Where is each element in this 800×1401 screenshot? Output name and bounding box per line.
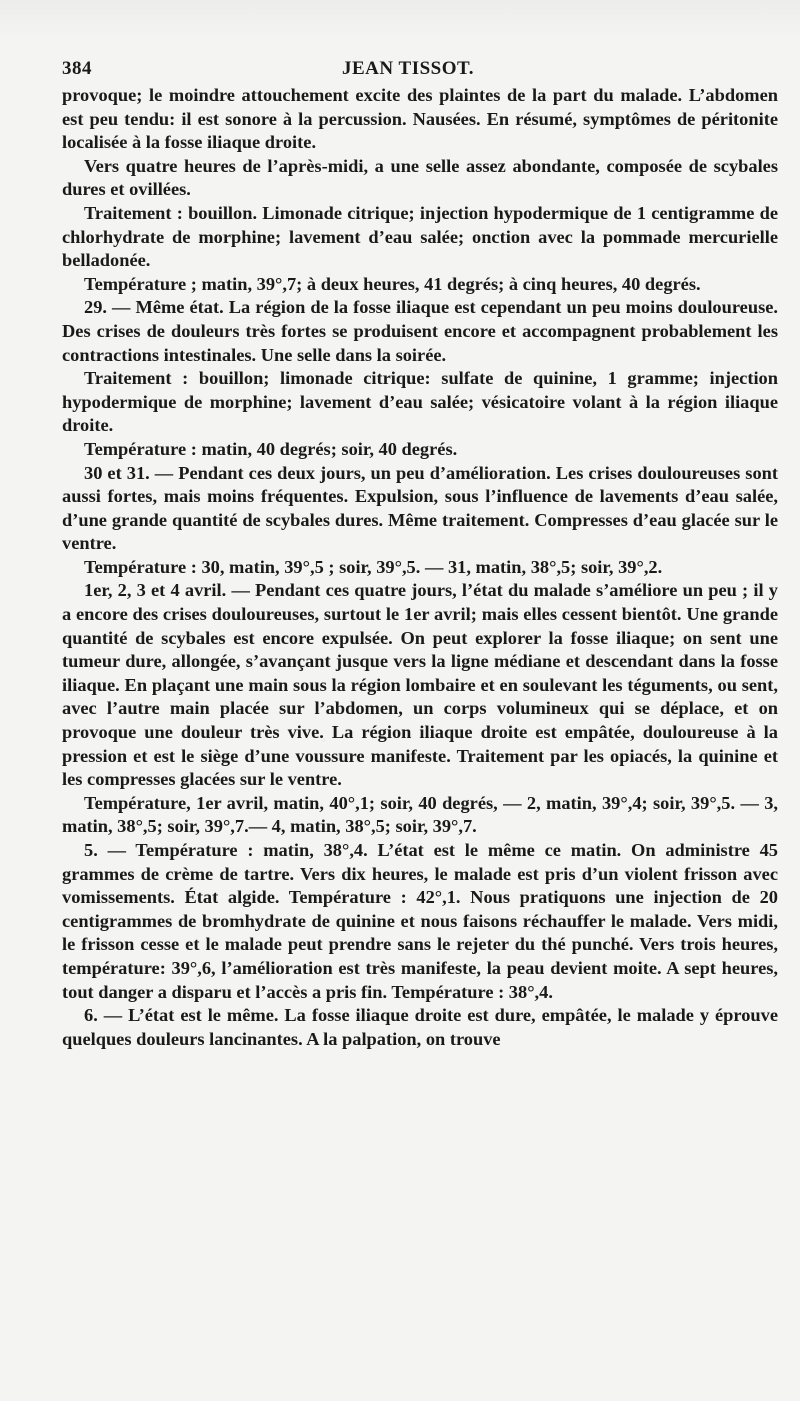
page-number: 384	[62, 58, 92, 79]
paragraph-11: Température, 1er avril, matin, 40°,1; soir, 40 degrés, — 2, matin, 39°,4; soir, 39°,5. — 3, matin, 38°,5; soir, 39°,7.— 4, matin, 38°,5; soir, 39°,7.	[62, 792, 778, 837]
paragraph-9: Température : 30, matin, 39°,5 ; soir, 39°,5. — 31, matin, 38°,5; soir, 39°,2.	[84, 556, 663, 577]
paragraph-7: Température : matin, 40 degrés; soir, 40 degrés.	[84, 438, 458, 459]
page-bleed-through	[0, 0, 800, 40]
paragraph-3: Traitement : bouillon. Limonade citrique; injection hypodermique de 1 centigramme de chlorhydrate de morphine; lavement d’eau salée; onction avec la pommade mercurielle belladonée.	[62, 202, 778, 271]
paragraph-10: 1er, 2, 3 et 4 avril. — Pendant ces quatre jours, l’état du malade s’améliore un peu ; il y a encore des crises douloureuses, surtout le 1er avril; mais elles cessent bientôt. Une grande quantité de scybales est encore expulsée. On peut explorer la fosse iliaque; on sent une tumeur dure, allongée, s’avançant jusque vers la ligne médiane et descendant dans la fosse iliaque. En plaçant une main sous la région lombaire et en soulevant les téguments, ou sent, avec l’autre main placée sur l’abdomen, un corps volumineux qui se déplace, et on provoque une douleur très vive. La région iliaque droite est empâtée, douloureuse à la pression et est le siège d’une voussure manifeste. Traitement par les opiacés, la quinine et les compresses glacées sur le ventre.	[62, 580, 778, 790]
paragraph-1: provoque; le moindre attouchement excite des plaintes de la part du malade. L’abdomen est peu tendu: il est sonore à la percussion. Nausées. En résumé, symptômes de péritonite localisée à la fosse iliaque droite.	[62, 85, 778, 153]
paragraph-6: Traitement : bouillon; limonade citrique: sulfate de quinine, 1 gramme; injection hypodermique de morphine; lavement d’eau salée; vésicatoire volant à la région iliaque droite.	[62, 368, 778, 436]
book-page	[62, 50, 778, 1051]
running-head: JEAN TISSOT.	[342, 58, 475, 79]
paragraph-8: 30 et 31. — Pendant ces deux jours, un peu d’amélioration. Les crises douloureuses sont aussi fortes, mais moins fréquentes. Expulsion, sous l’influence de lavements d’eau salée, d’une grande quantité de scybales dures. Même traitement. Compresses d’eau glacée sur le ventre.	[62, 462, 778, 554]
paragraph-4: Température ; matin, 39°,7; à deux heures, 41 degrés; à cinq heures, 40 degrés.	[84, 273, 701, 294]
paragraph-2: Vers quatre heures de l’après-midi, a une selle assez abondante, composée de scybales dures et ovillées.	[62, 155, 778, 200]
body-text	[62, 84, 778, 1051]
paragraph-12: 5. — Température : matin, 38°,4. L’état est le même ce matin. On administre 45 grammes de crème de tartre. Vers dix heures, le malade est pris d’un violent frisson avec vomissements. État algide. Température : 42°,1. Nous pratiquons une injection de 20 centigrammes de bromhydrate de quinine et nous faisons réchauffer le malade. Vers midi, le frisson cesse et le malade peut prendre sans le rejeter du thé punché. Vers trois heures, température: 39°,6, l’amélioration est très manifeste, la peau devient moite. A sept heures, tout danger a disparu et l’accès a pris fin. Température : 38°,4.	[62, 840, 778, 1002]
paragraph-13: 6. — L’état est le même. La fosse iliaque droite est dure, empâtée, le malade y éprouve quelques douleurs lancinantes. A la palpation, on trouve	[62, 1005, 778, 1049]
page-header	[62, 50, 778, 84]
paragraph-5: 29. — Même état. La région de la fosse iliaque est cependant un peu moins douloureuse. Des crises de douleurs très fortes se produisent encore et accompagnent probablement les contractions intestinales. Une selle dans la soirée.	[62, 297, 778, 365]
